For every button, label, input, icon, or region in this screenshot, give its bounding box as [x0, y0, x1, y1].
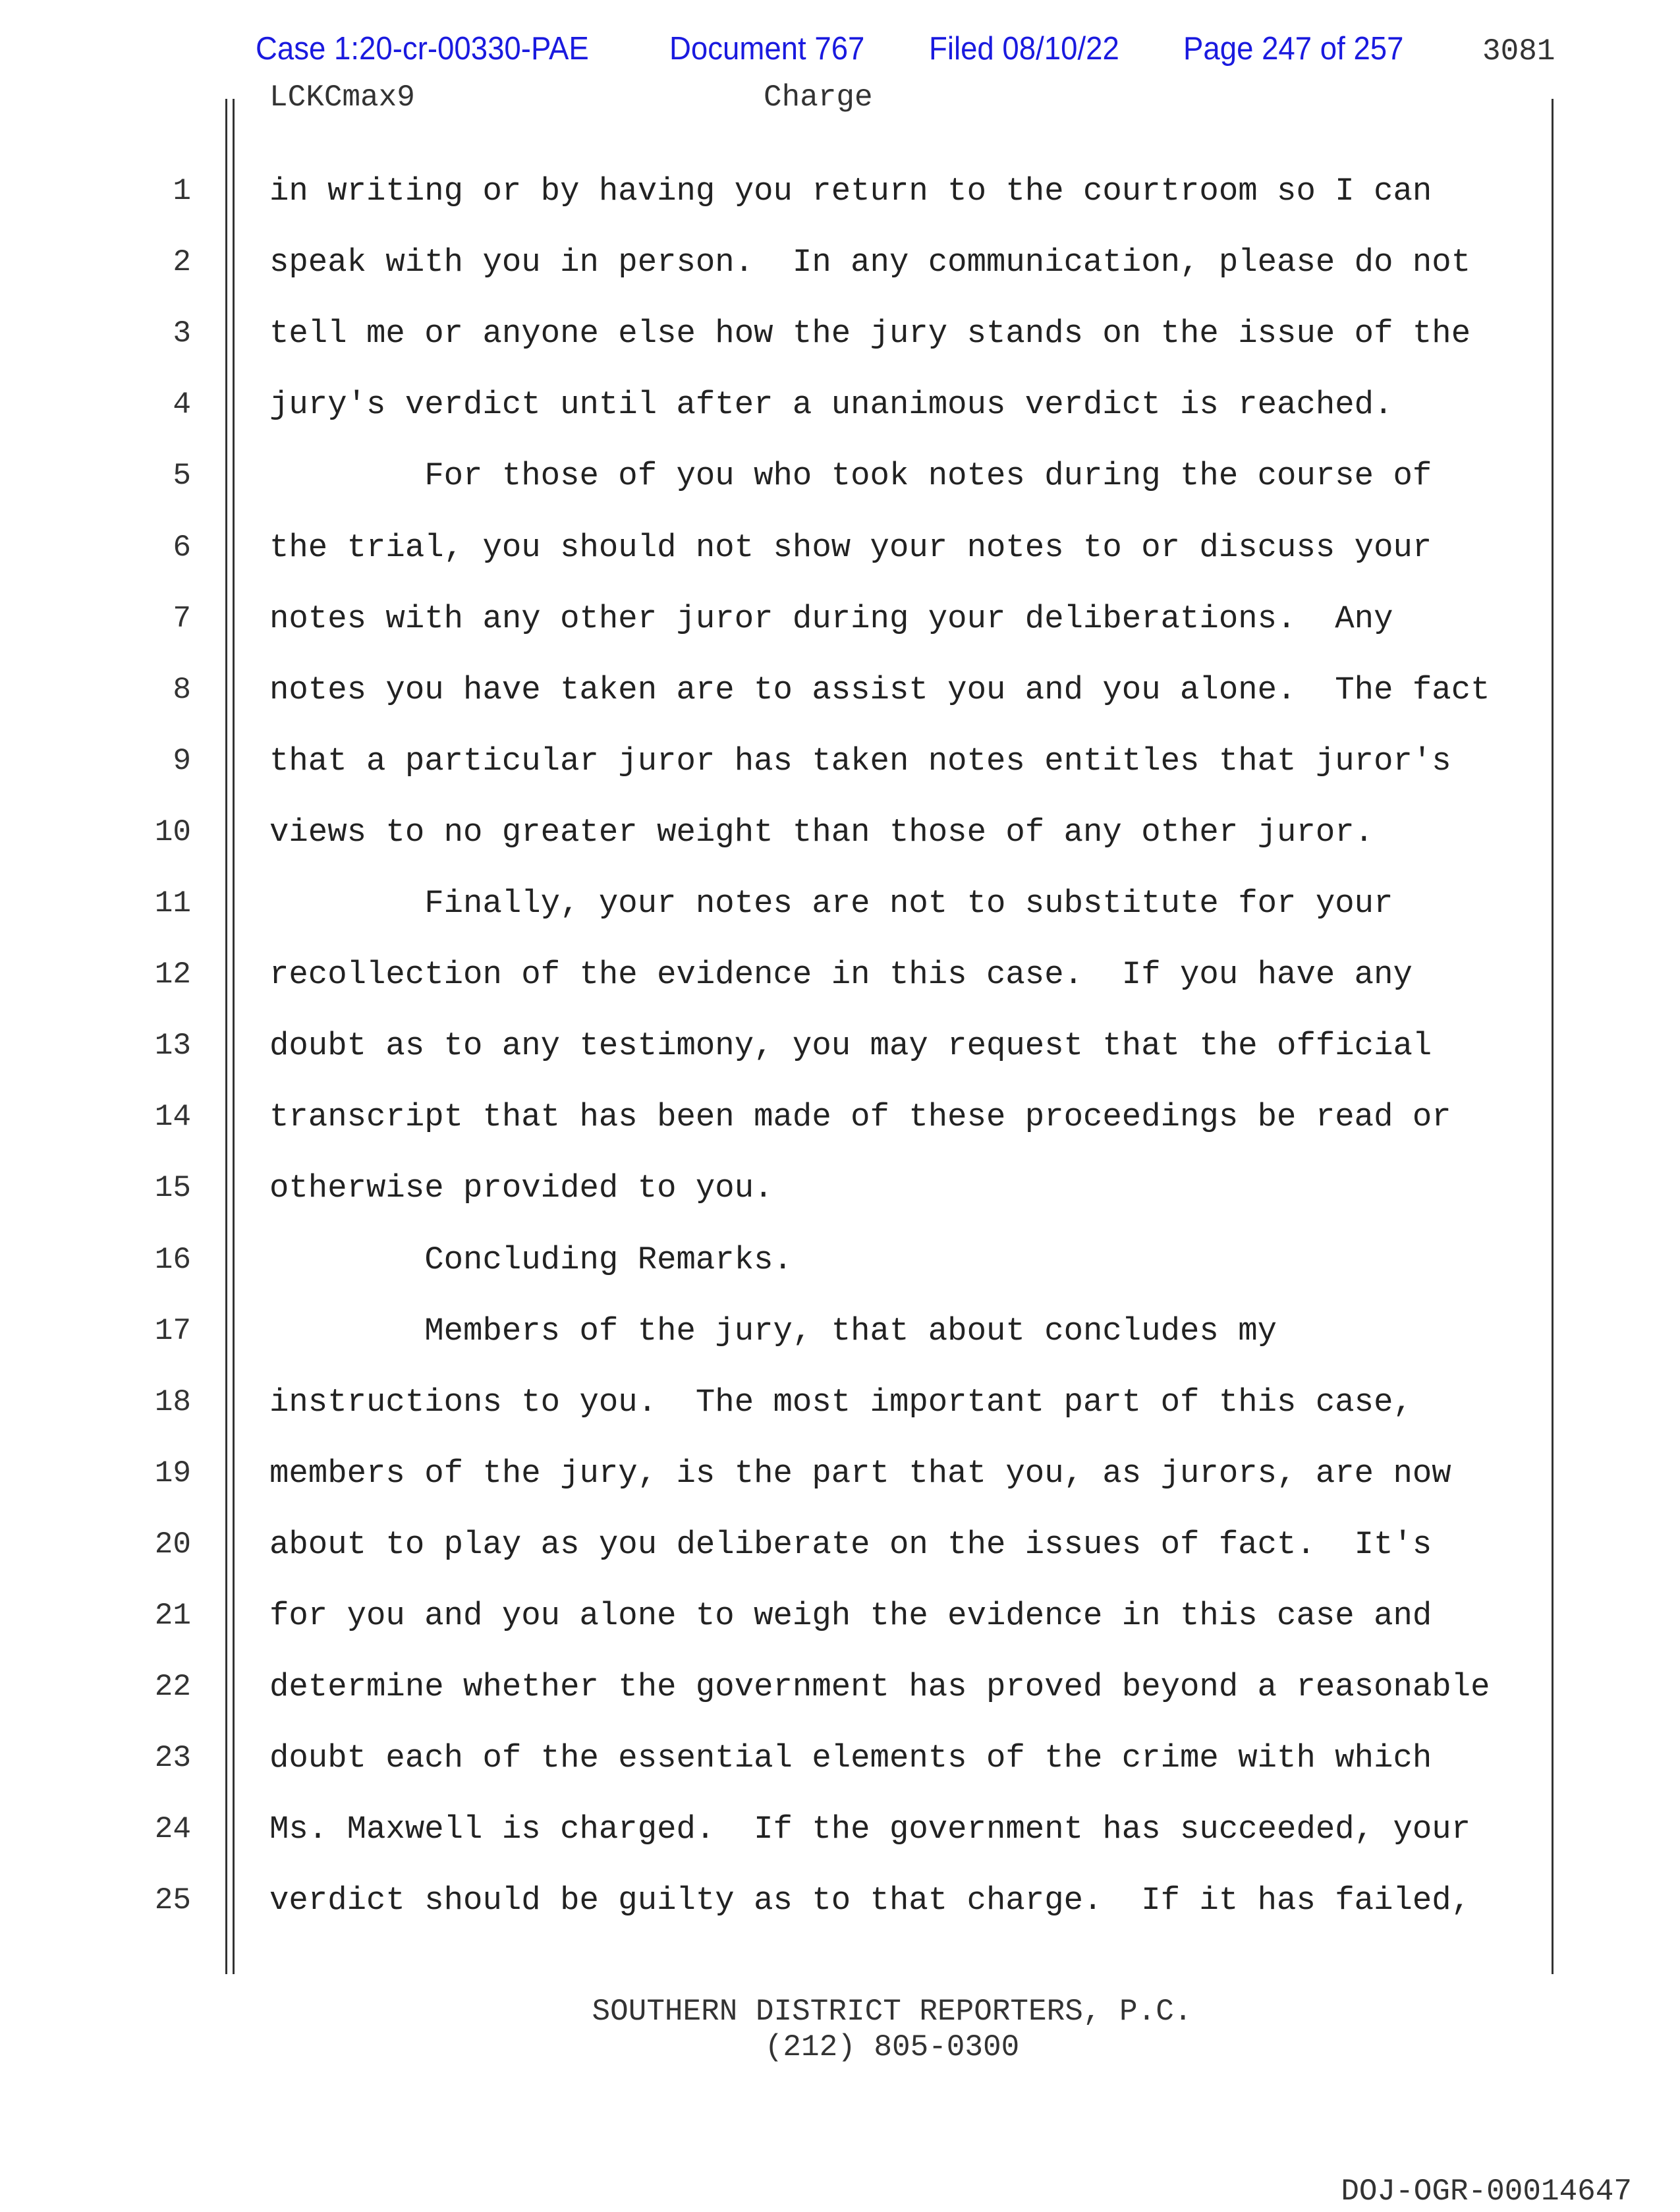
transcript-line: Members of the jury, that about concludes my [269, 1312, 1277, 1349]
line-number: 24 [154, 1812, 191, 1847]
case-number: Case 1:20-cr-00330-PAE [256, 31, 589, 67]
transcript-line: doubt each of the essential elements of the crime with which [269, 1740, 1432, 1777]
transcript-line: views to no greater weight than those of any other juror. [269, 813, 1374, 851]
transcript-line: members of the jury, is the part that you, as jurors, are now [269, 1454, 1451, 1492]
right-margin-rule [1552, 99, 1554, 1974]
transcript-line: the trial, you should not show your notes to or discuss your [269, 528, 1432, 566]
transcript-line: otherwise provided to you. [269, 1170, 773, 1207]
transcript-line: notes with any other juror during your deliberations. Any [269, 600, 1393, 637]
transcript-line: tell me or anyone else how the jury stands on the issue of the [269, 315, 1471, 353]
line-number: 9 [173, 743, 191, 778]
line-number: 11 [154, 886, 191, 921]
transcript-line: Concluding Remarks. [269, 1241, 793, 1278]
page-count: Page 247 of 257 [1183, 31, 1404, 67]
line-number: 18 [154, 1384, 191, 1419]
line-number: 8 [173, 672, 191, 707]
line-number: 25 [154, 1883, 191, 1918]
line-number: 21 [154, 1599, 191, 1633]
transcript-line: that a particular juror has taken notes entitles that juror's [269, 742, 1451, 780]
line-number: 7 [173, 601, 191, 636]
reporter-name: SOUTHERN DISTRICT REPORTERS, P.C. [592, 1995, 1192, 2029]
running-head-center: Charge [764, 80, 873, 115]
transcript-line: jury's verdict until after a unanimous verdict is reached. [269, 386, 1393, 424]
line-number: 2 [173, 245, 191, 280]
transcript-line: Finally, your notes are not to substitute for your [269, 885, 1393, 922]
line-number: 10 [154, 814, 191, 849]
transcript-line: speak with you in person. In any communication, please do not [269, 244, 1471, 281]
transcript-line: instructions to you. The most important part of this case, [269, 1383, 1413, 1421]
transcript-line: recollection of the evidence in this case. If you have any [269, 956, 1413, 994]
reporter-phone: (212) 805-0300 [764, 2030, 1020, 2064]
transcript-line: about to play as you deliberate on the issues of fact. It's [269, 1525, 1432, 1563]
line-number: 20 [154, 1527, 191, 1562]
line-number: 19 [154, 1456, 191, 1490]
transcript-line: Ms. Maxwell is charged. If the government has succeeded, your [269, 1811, 1471, 1848]
left-margin-rule-inner [233, 99, 235, 1974]
transcript-line: for you and you alone to weigh the evidence in this case and [269, 1597, 1432, 1634]
filed-date: Filed 08/10/22 [929, 31, 1119, 67]
transcript-line: transcript that has been made of these proceedings be read or [269, 1098, 1451, 1136]
line-number: 14 [154, 1100, 191, 1135]
transcript-line: doubt as to any testimony, you may request that the official [269, 1027, 1432, 1065]
transcript-line: in writing or by having you return to the courtroom so I can [269, 173, 1432, 210]
line-number: 3 [173, 316, 191, 351]
left-margin-rule [225, 99, 227, 1974]
transcript-line: For those of you who took notes during the course of [269, 457, 1432, 495]
transcript-line: notes you have taken are to assist you and you alone. The fact [269, 671, 1490, 708]
transcript-line: verdict should be guilty as to that charge. If it has failed, [269, 1882, 1471, 1919]
line-number: 13 [154, 1029, 191, 1063]
line-number: 5 [173, 459, 191, 494]
line-number: 22 [154, 1670, 191, 1705]
transcript-page-number: 3081 [1482, 34, 1555, 69]
line-number: 6 [173, 530, 191, 565]
transcript-line: determine whether the government has proved beyond a reasonable [269, 1668, 1490, 1706]
document-number: Document 767 [669, 31, 865, 67]
line-number: 15 [154, 1171, 191, 1206]
line-number: 16 [154, 1242, 191, 1277]
line-number: 12 [154, 957, 191, 992]
line-number: 1 [173, 174, 191, 208]
line-number: 17 [154, 1313, 191, 1348]
running-head-left: LCKCmax9 [269, 80, 415, 115]
line-number: 4 [173, 387, 191, 422]
bates-number: DOJ-OGR-00014647 [1341, 2174, 1632, 2209]
line-number: 23 [154, 1741, 191, 1776]
